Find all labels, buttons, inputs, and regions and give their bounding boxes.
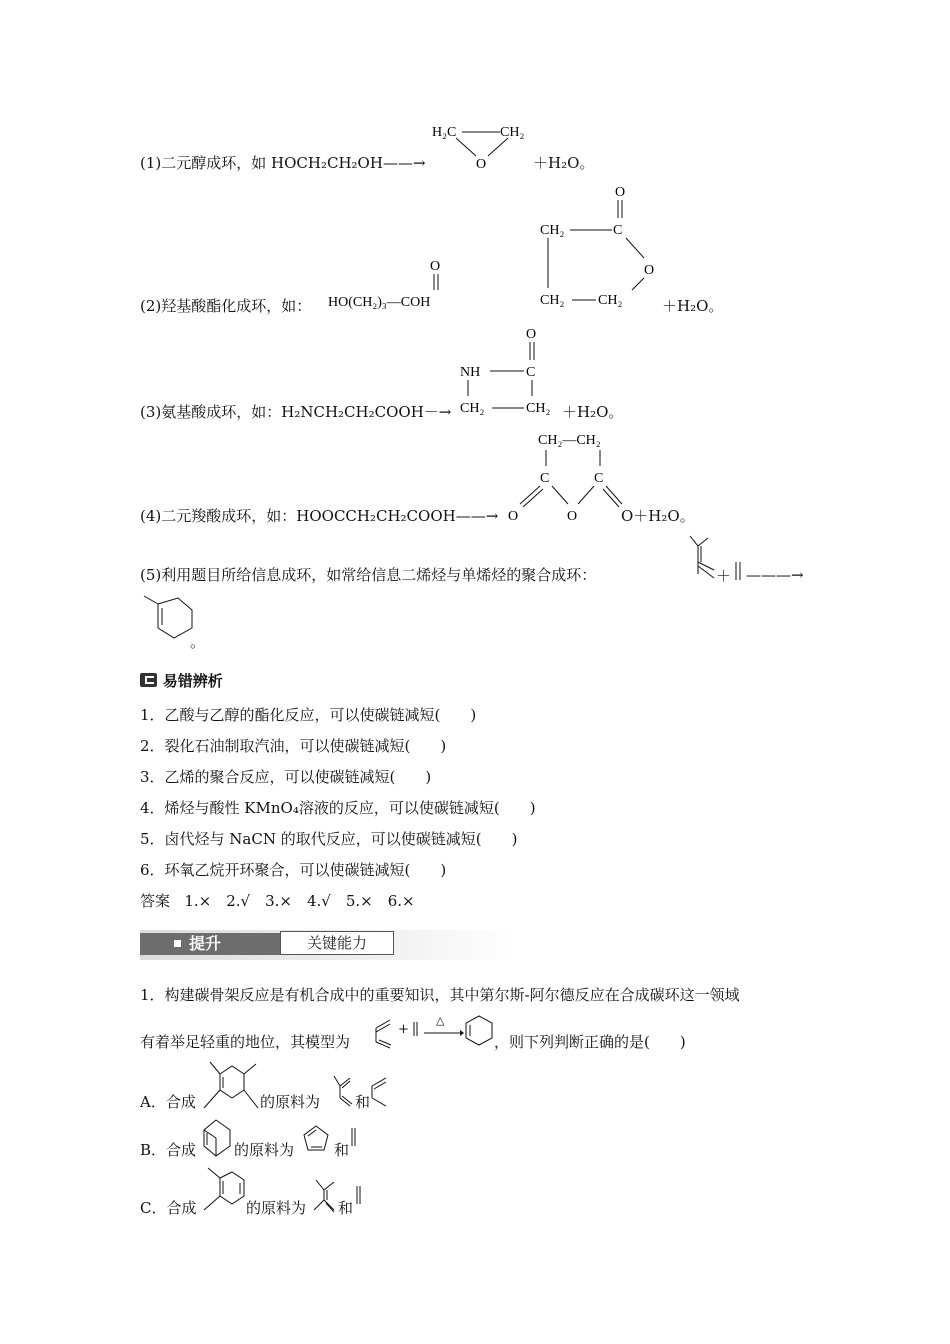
option-b-norbornene-icon — [200, 1118, 234, 1158]
section-marker-icon — [140, 672, 158, 688]
model-condition: △ — [436, 1014, 445, 1027]
section-banner — [140, 930, 516, 960]
option-c-diene-icon — [312, 1178, 338, 1214]
model-plus: + — [398, 1022, 409, 1037]
lactam-structure — [456, 320, 566, 420]
lactam-nh: NH — [460, 365, 481, 380]
method-1-line: (1)二元醇成环，如 HOCH₂CH₂OH——→ — [140, 154, 426, 172]
option-a-mid: 的原料为 — [260, 1093, 321, 1111]
anhydride-structure — [506, 426, 624, 526]
anhydride-c1: C — [540, 471, 550, 486]
error-item: 2．裂化石油制取汽油，可以使碳链减短( ) — [140, 737, 447, 755]
method-5-line: (5)利用题目所给信息成环，如常给信息二烯烃与单烯烃的聚合成环： — [140, 566, 597, 584]
model-alkene-icon — [412, 1020, 420, 1038]
method-4-tail: O＋H₂O。 — [621, 507, 695, 525]
model-cyclohexene-icon — [464, 1014, 494, 1048]
lactam-o-top: O — [526, 327, 537, 342]
option-a-product-icon — [200, 1060, 262, 1114]
answer-label: 答案 — [140, 892, 171, 910]
option-a-and: 和 — [355, 1093, 371, 1111]
method-1-tail: ＋H₂O。 — [533, 154, 595, 172]
anhydride-top: CH₂—CH₂ — [538, 433, 601, 448]
banner-left: 提升 — [140, 933, 280, 955]
alkene-icon — [734, 560, 744, 584]
errors-section-header — [140, 670, 223, 691]
epoxide-right: CH₂ — [500, 125, 525, 140]
lactone-structure — [536, 180, 666, 315]
anhydride-c2: C — [594, 471, 604, 486]
lactam-bl: CH₂ — [460, 401, 485, 416]
option-c-and: 和 — [338, 1199, 354, 1217]
lactone-ring-o: O — [644, 263, 655, 278]
carbonyl-oxygen: O — [430, 259, 441, 274]
lactone-bl: CH₂ — [540, 293, 565, 308]
question-line-2a: 有着举足轻重的地位，其模型为 — [140, 1033, 351, 1051]
anhydride-o-mid: O — [567, 509, 578, 524]
error-item: 3．乙烯的聚合反应，可以使碳链减短( ) — [140, 768, 432, 786]
lactam-br: CH₂ — [526, 401, 551, 416]
lactone-br: CH₂ — [598, 293, 623, 308]
method-3-line: (3)氨基酸成环，如：H₂NCH₂CH₂COOH－→ — [140, 403, 452, 421]
methylcyclohexene-icon — [140, 594, 196, 644]
option-b-mid: 的原料为 — [234, 1141, 295, 1159]
anhydride-o-left: O — [508, 509, 519, 524]
method-2-tail: ＋H₂O。 — [662, 297, 724, 315]
method-4-line: (4)二元羧酸成环，如：HOOCCH₂CH₂COOH——→ — [140, 507, 499, 525]
answer-line — [140, 891, 415, 911]
model-arrow-icon — [424, 1028, 464, 1038]
lactone-tr: C — [613, 223, 623, 238]
error-item: 5．卤代烃与 NaCN 的取代反应，可以使碳链减短( ) — [140, 830, 518, 848]
option-a-diene-icon — [330, 1074, 354, 1108]
epoxide-structure — [428, 118, 538, 174]
error-item: 6．环氧乙烷开环聚合，可以使碳链减短( ) — [140, 861, 447, 879]
option-c-mid: 的原料为 — [246, 1199, 307, 1217]
hydroxy-acid-text: HO(CH₂)₃—COH — [328, 295, 431, 310]
option-a-dienophile-icon — [370, 1076, 392, 1110]
method-2-line: (2)羟基酸酯化成环，如： — [140, 297, 312, 315]
epoxide-left: H₂C — [432, 125, 457, 140]
option-b-label[interactable]: B．合成 — [140, 1141, 197, 1159]
option-b-cyclopentadiene-icon — [302, 1124, 330, 1156]
option-c-ethylene-icon — [355, 1184, 363, 1206]
error-item: 1．乙酸与乙醇的酯化反应，可以使碳链减短( ) — [140, 706, 477, 724]
method-5-plus: ＋ — [716, 567, 732, 585]
lactone-tl: CH₂ — [540, 223, 565, 238]
lactam-c: C — [526, 365, 536, 380]
option-b-and: 和 — [334, 1141, 350, 1159]
question-line-2b: ，则下列判断正确的是( ) — [494, 1033, 686, 1051]
model-diene-icon — [374, 1018, 398, 1050]
errors-section-title: 易错辨析 — [162, 672, 223, 690]
question-line-1: 1．构建碳骨架反应是有机合成中的重要知识，其中第尔斯-阿尔德反应在合成碳环这一领域 — [140, 986, 740, 1004]
answer-values: 1.× 2.√ 3.× 4.√ 5.× 6.× — [184, 892, 415, 910]
method-3-tail: ＋H₂O。 — [562, 403, 624, 421]
option-c-product-icon — [200, 1166, 246, 1216]
banner-right: 关键能力 — [280, 931, 394, 955]
method-5-arrow: ———→ — [746, 566, 804, 584]
lactone-o-top: O — [615, 185, 626, 200]
banner-square-icon — [174, 940, 181, 947]
option-a-label[interactable]: A．合成 — [140, 1093, 196, 1111]
method-5-tail: 。 — [190, 633, 206, 651]
diene-icon — [684, 534, 720, 584]
hydroxy-acid-formula — [326, 256, 476, 316]
error-item: 4．烯烃与酸性 KMnO₄溶液的反应，可以使碳链减短( ) — [140, 799, 536, 817]
option-b-ethylene-icon — [350, 1126, 358, 1148]
epoxide-oxygen: O — [476, 157, 487, 172]
option-c-label[interactable]: C．合成 — [140, 1199, 197, 1217]
